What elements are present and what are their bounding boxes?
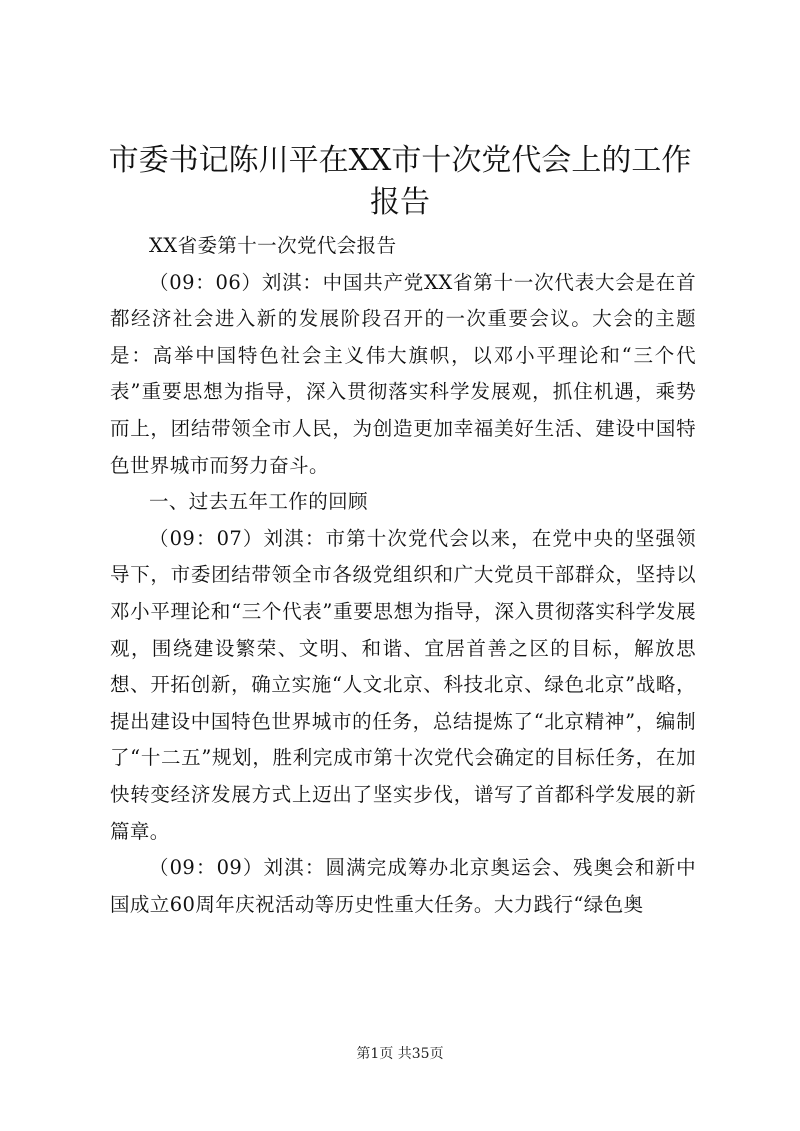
title-line-1: 市委书记陈川平在XX市十次党代会上的工作 <box>108 143 692 178</box>
page-footer: 第1页 共35页 <box>356 1046 444 1062</box>
title-line-2: 报告 <box>370 185 430 220</box>
body-paragraph: （09：06）刘淇：中国共产党XX省第十一次代表大会是在首都经济社会进入新的发展阶段召开的一次重要会议。大会的主题是：高举中国特色社会主义伟大旗帜，以邓小平理论和“三个代表”重要思想为指导，深入贯彻落实科学发展观，抓住机遇，乘势而上，团结带领全市人民，为创造更加幸福美好生活、建设中国特色世界城市而努力奋斗。 <box>110 270 696 477</box>
body-paragraph: （09：07）刘淇：市第十次党代会以来，在党中央的坚强领导下，市委团结带领全市各级党组织和广大党员干部群众，坚持以邓小平理论和“三个代表”重要思想为指导，深入贯彻落实科学发展观，围绕建设繁荣、文明、和谐、宜居首善之区的目标，解放思想、开拓创新，确立实施“人文北京、科技北京、绿色北京”战略，提出建设中国特色世界城市的任务，总结提炼了“北京精神”，编制了“十二五”规划，胜利完成市第十次党代会确定的目标任务，在加快转变经济发展方式上迈出了坚实步伐，谱写了首都科学发展的新篇章。 <box>110 526 696 843</box>
subtitle-paragraph: XX省委第十一次党代会报告 <box>149 234 397 257</box>
document-title <box>100 140 700 224</box>
section-heading: 一、过去五年工作的回顾 <box>149 490 368 514</box>
body-paragraph: （09：09）刘淇：圆满完成筹办北京奥运会、残奥会和新中国成立60周年庆祝活动等历史性重大任务。大力践行“绿色奥 <box>110 856 696 916</box>
document-body <box>110 228 696 923</box>
